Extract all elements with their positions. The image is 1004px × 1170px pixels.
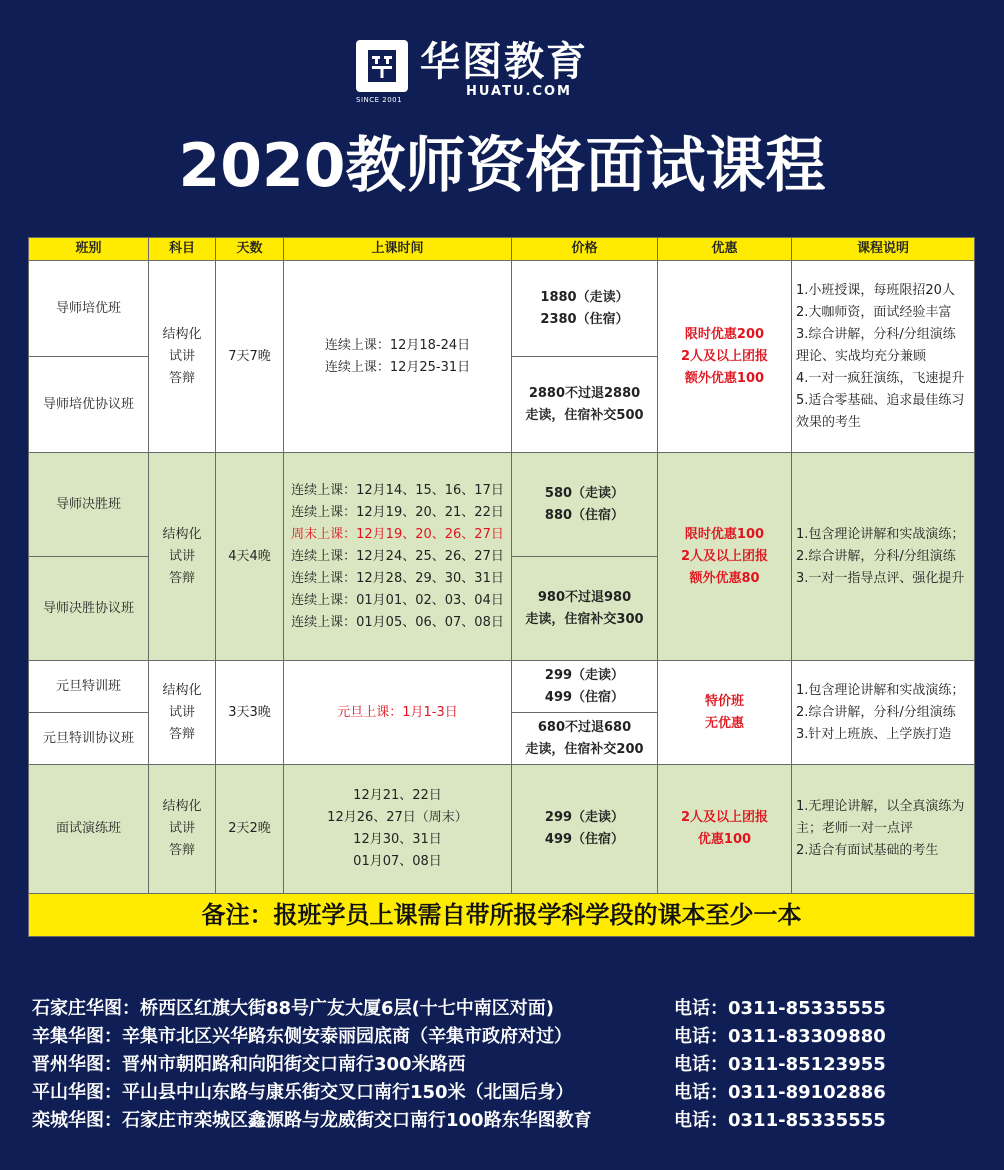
note-line: 2.大咖师资，面试经验丰富 bbox=[796, 304, 952, 320]
class-name: 导师培优班 bbox=[29, 261, 149, 357]
discount-line: 限时优惠100 bbox=[684, 526, 765, 542]
address-row bbox=[32, 1023, 982, 1051]
brand-logo bbox=[356, 40, 636, 104]
price-cell bbox=[512, 713, 658, 765]
price-cell bbox=[512, 557, 658, 661]
note-row bbox=[29, 894, 975, 937]
note-line: 5.适合零基础、追求最佳练习 bbox=[796, 392, 965, 408]
discount-line: 2人及以上团报 bbox=[680, 548, 769, 564]
subject-cell bbox=[149, 765, 216, 894]
class-name: 面试演练班 bbox=[29, 765, 149, 894]
header-days: 天数 bbox=[216, 238, 284, 261]
price-cell bbox=[512, 357, 658, 453]
discount-line: 优惠100 bbox=[697, 832, 752, 847]
schedule-cell bbox=[284, 765, 512, 894]
notes-cell bbox=[792, 661, 975, 765]
class-name: 导师决胜协议班 bbox=[29, 557, 149, 661]
price-cell bbox=[512, 261, 658, 357]
note-line: 效果的考生 bbox=[796, 414, 862, 430]
note-text: 备注：报班学员上课需自带所报学科学段的课本至少一本 bbox=[29, 894, 975, 937]
header-price: 价格 bbox=[512, 238, 658, 261]
schedule-line-weekend: 周末上课：12月19、20、26、27日 bbox=[291, 526, 504, 542]
note-line: 2.综合讲解，分科/分组演练 bbox=[796, 704, 956, 720]
note-line: 1.包含理论讲解和实战演练； bbox=[796, 682, 965, 698]
schedule-line: 连续上课：12月28、29、30、31日 bbox=[291, 570, 504, 586]
table-row bbox=[29, 765, 975, 894]
logo-name-cn: 华图教育 bbox=[420, 39, 588, 85]
subject-line: 结构化 bbox=[162, 526, 202, 542]
phone-text: 电话：0311-85123955 bbox=[674, 1054, 886, 1075]
header-discount: 优惠 bbox=[658, 238, 792, 261]
price-line: 299（走读） bbox=[544, 667, 625, 683]
schedule-line: 元旦上课：1月1-3日 bbox=[337, 704, 458, 720]
huatu-logo-icon bbox=[356, 40, 408, 92]
table-row bbox=[29, 453, 975, 557]
schedule-cell bbox=[284, 261, 512, 453]
phone-text: 电话：0311-89102886 bbox=[674, 1082, 886, 1103]
note-line: 3.一对一指导点评、强化提升 bbox=[796, 570, 965, 586]
schedule-line: 连续上课：01月01、02、03、04日 bbox=[291, 592, 504, 608]
price-line: 走读，住宿补交300 bbox=[525, 611, 644, 627]
price-cell bbox=[512, 453, 658, 557]
subject-line: 结构化 bbox=[162, 682, 202, 698]
schedule-line: 连续上课：12月25-31日 bbox=[324, 359, 471, 375]
table-row bbox=[29, 661, 975, 713]
address-row bbox=[32, 1051, 982, 1079]
header-notes: 课程说明 bbox=[792, 238, 975, 261]
discount-line: 额外优惠80 bbox=[689, 570, 760, 586]
phone-text: 电话：0311-83309880 bbox=[674, 1026, 886, 1047]
logo-name-en: HUATU.COM bbox=[466, 84, 572, 99]
note-line: 3.针对上班族、上学族打造 bbox=[796, 726, 952, 742]
discount-line: 特价班 bbox=[704, 693, 744, 709]
schedule-line: 12月21、22日 bbox=[353, 788, 442, 803]
schedule-line: 12月30、31日 bbox=[353, 832, 442, 847]
discount-line: 无优惠 bbox=[704, 715, 744, 731]
address-row bbox=[32, 1079, 982, 1107]
header-class: 班别 bbox=[29, 238, 149, 261]
note-line: 2.综合讲解，分科/分组演练 bbox=[796, 548, 956, 564]
subject-cell bbox=[149, 453, 216, 661]
address-text: 栾城华图：石家庄市栾城区鑫源路与龙威街交口南行100路东华图教育 bbox=[32, 1110, 592, 1131]
table-header-row bbox=[29, 238, 975, 261]
price-cell bbox=[512, 661, 658, 713]
schedule-line: 连续上课：01月05、06、07、08日 bbox=[291, 614, 504, 630]
notes-cell bbox=[792, 453, 975, 661]
header-subject: 科目 bbox=[149, 238, 216, 261]
schedule-line: 12月26、27日（周末） bbox=[327, 810, 468, 825]
notes-cell bbox=[792, 261, 975, 453]
days-cell: 7天7晚 bbox=[216, 261, 284, 453]
subject-cell bbox=[149, 261, 216, 453]
course-table bbox=[28, 237, 975, 937]
days-cell: 4天4晚 bbox=[216, 453, 284, 661]
address-text: 辛集华图：辛集市北区兴华路东侧安泰丽园底商（辛集市政府对过） bbox=[32, 1026, 572, 1047]
discount-cell bbox=[658, 661, 792, 765]
price-line: 680不过退680 bbox=[537, 719, 632, 735]
subject-line: 试讲 bbox=[168, 348, 195, 364]
discount-line: 限时优惠200 bbox=[684, 326, 765, 342]
page-title: 2020教师资格面试课程 bbox=[178, 131, 826, 201]
address-text: 石家庄华图：桥西区红旗大街88号广友大厦6层(十七中南区对面) bbox=[32, 998, 555, 1019]
class-name: 导师决胜班 bbox=[29, 453, 149, 557]
address-text: 晋州华图：晋州市朝阳路和向阳街交口南行300米路西 bbox=[32, 1054, 466, 1075]
discount-line: 2人及以上团报 bbox=[680, 810, 769, 825]
price-line: 499（住宿） bbox=[544, 832, 625, 847]
schedule-cell bbox=[284, 453, 512, 661]
subject-line: 试讲 bbox=[168, 704, 195, 720]
schedule-line: 01月07、08日 bbox=[353, 854, 442, 869]
price-line: 880（住宿） bbox=[544, 507, 625, 523]
schedule-line: 连续上课：12月14、15、16、17日 bbox=[291, 482, 504, 498]
subject-line: 试讲 bbox=[168, 548, 195, 564]
class-name: 元旦特训班 bbox=[29, 661, 149, 713]
address-row bbox=[32, 995, 982, 1023]
logo-since: SINCE 2001 bbox=[356, 96, 403, 104]
price-line: 499（住宿） bbox=[544, 689, 625, 705]
note-line: 主；老师一对一点评 bbox=[796, 821, 914, 836]
price-line: 580（走读） bbox=[544, 485, 625, 501]
subject-line: 答辩 bbox=[168, 726, 195, 742]
phone-text: 电话：0311-85335555 bbox=[674, 998, 886, 1019]
address-text: 平山华图：平山县中山东路与康乐街交叉口南行150米（北国后身） bbox=[32, 1082, 574, 1103]
schedule-line: 连续上课：12月18-24日 bbox=[324, 337, 471, 353]
price-line: 980不过退980 bbox=[537, 589, 632, 605]
price-line: 2380（住宿） bbox=[540, 311, 629, 327]
subject-cell bbox=[149, 661, 216, 765]
note-line: 1.无理论讲解，以全真演练为 bbox=[796, 799, 965, 814]
address-list bbox=[32, 995, 982, 1135]
discount-cell bbox=[658, 453, 792, 661]
price-line: 1880（走读） bbox=[540, 289, 629, 305]
table-row bbox=[29, 261, 975, 357]
subject-line: 答辩 bbox=[168, 843, 195, 858]
class-name: 导师培优协议班 bbox=[29, 357, 149, 453]
note-line: 2.适合有面试基础的考生 bbox=[796, 843, 939, 858]
price-line: 走读，住宿补交500 bbox=[525, 407, 644, 423]
note-line: 3.综合讲解，分科/分组演练 bbox=[796, 326, 956, 342]
days-cell: 3天3晚 bbox=[216, 661, 284, 765]
phone-text: 电话：0311-85335555 bbox=[674, 1110, 886, 1131]
course-table-wrapper bbox=[28, 237, 974, 937]
discount-cell bbox=[658, 261, 792, 453]
discount-line: 2人及以上团报 bbox=[680, 348, 769, 364]
schedule-cell bbox=[284, 661, 512, 765]
schedule-line: 连续上课：12月24、25、26、27日 bbox=[291, 548, 504, 564]
note-line: 4.一对一疯狂演练，飞速提升 bbox=[796, 370, 965, 386]
header-schedule: 上课时间 bbox=[284, 238, 512, 261]
price-cell bbox=[512, 765, 658, 894]
address-row bbox=[32, 1107, 982, 1135]
price-line: 299（走读） bbox=[544, 810, 625, 825]
subject-line: 结构化 bbox=[162, 799, 202, 814]
subject-line: 结构化 bbox=[162, 326, 202, 342]
subject-line: 答辩 bbox=[168, 370, 195, 386]
subject-line: 答辩 bbox=[168, 570, 195, 586]
subject-line: 试讲 bbox=[168, 821, 195, 836]
class-name: 元旦特训协议班 bbox=[29, 713, 149, 765]
days-cell: 2天2晚 bbox=[216, 765, 284, 894]
price-line: 2880不过退2880 bbox=[528, 385, 641, 401]
schedule-line: 连续上课：12月19、20、21、22日 bbox=[291, 504, 504, 520]
price-line: 走读，住宿补交200 bbox=[525, 741, 644, 757]
notes-cell bbox=[792, 765, 975, 894]
note-line: 1.包含理论讲解和实战演练； bbox=[796, 526, 965, 542]
note-line: 1.小班授课，每班限招20人 bbox=[796, 282, 955, 298]
discount-line: 额外优惠100 bbox=[684, 370, 765, 386]
discount-cell bbox=[658, 765, 792, 894]
note-line: 理论、实战均充分兼顾 bbox=[796, 348, 927, 364]
